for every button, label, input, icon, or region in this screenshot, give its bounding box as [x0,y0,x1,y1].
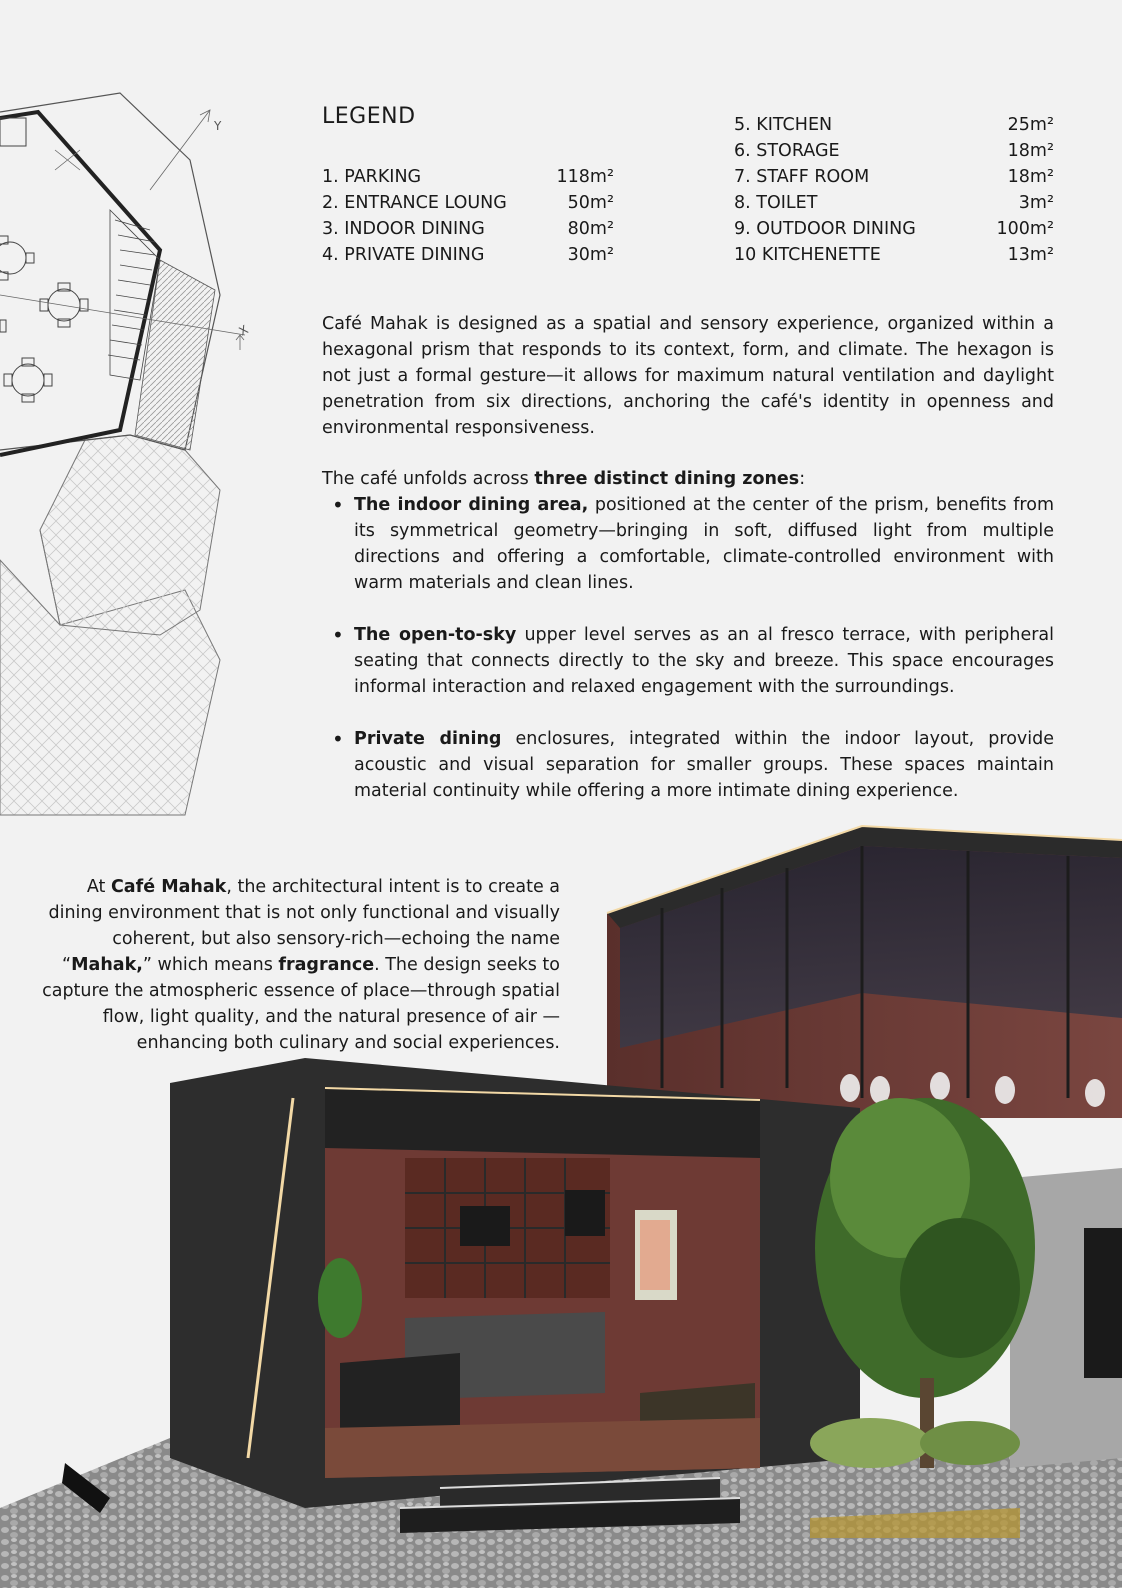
legend-item-label: 5. KITCHEN [734,115,833,135]
legend-item [734,242,1054,268]
legend-item-label: 4. PRIVATE DINING [322,245,485,265]
legend-list-right [734,112,1054,268]
legend-item-label: 2. ENTRANCE LOUNG [322,193,507,213]
legend-item [734,190,1054,216]
legend-item [322,216,614,242]
list-item: • The indoor dining area, positioned at the center of the prism, benefits from its symmetrical geometry—bringing in soft, diffused light from multiple directions and offering a comfortable, climate-controlled environment with warm materials and clean lines. [332,493,1054,593]
list-item: • Private dining enclosures, integrated within the indoor layout, provide acoustic and visual separation for smaller groups. These spaces maintain material continuity while offering a more intimate dining experience. [332,727,1054,801]
legend-item-label: 6. STORAGE [734,141,840,161]
legend-item [322,190,614,216]
legend-title: LEGEND [322,104,416,129]
legend-item-label: 1. PARKING [322,167,422,187]
list-item: • The open-to-sky upper level serves as an al fresco terrace, with peripheral seating that connects directly to the sky and breeze. This space encourages informal interaction and relaxed engagement with the surroundings. [332,623,1054,697]
cafe-render-image [0,818,1122,1588]
legend-item-area: 18m² [1007,141,1054,161]
legend-item [734,112,1054,138]
legend-list-left [322,164,614,268]
bullet-icon: • [332,493,344,517]
legend-item-area: 118m² [556,167,614,187]
legend-item-area: 100m² [996,219,1054,239]
bullet-icon: • [332,623,344,647]
legend-item [734,138,1054,164]
legend-item [734,164,1054,190]
legend-item [322,242,614,268]
svg-text:X: X [236,322,251,339]
legend-item-label: 10 KITCHENETTE [734,245,881,265]
legend-item-label: 3. INDOOR DINING [322,219,485,239]
legend-item-label: 7. STAFF ROOM [734,167,870,187]
bullet-icon: • [332,727,344,751]
legend-item [734,216,1054,242]
legend-item-area: 50m² [567,193,614,213]
legend-item [322,164,614,190]
legend-item-area: 13m² [1007,245,1054,265]
legend-item-area: 25m² [1007,115,1054,135]
intro-paragraph: Café Mahak is designed as a spatial and sensory experience, organized within a hexagonal prism that responds to its context, form, and climate. The hexagon is not just a formal gesture—it allows for maximum natural ventilation and daylight penetration from six directions, anchoring the café's identity in openness and environmental responsiveness. [322,314,1054,438]
floor-plan-drawing [0,80,260,910]
legend-item-area: 3m² [1018,193,1054,213]
svg-text:Y: Y [214,119,222,133]
legend-item-area: 18m² [1007,167,1054,187]
dining-zones-list [322,492,1054,804]
legend-item-label: 8. TOILET [734,193,818,213]
legend-item-area: 30m² [567,245,614,265]
legend-item-label: 9. OUTDOOR DINING [734,219,916,239]
legend-item-area: 80m² [567,219,614,239]
zones-lead: The café unfolds across three distinct dining zones: [322,469,806,489]
intent-paragraph: At Café Mahak, the architectural intent is to create a dining environment that is not only functional and visually coherent, but also sensory-rich—echoing the name “Mahak,” which means fragrance. The design seeks to capture the atmospheric essence of place—through spatial flow, light quality, and the natural presence of air —enhancing both culinary and social experiences. [42,877,560,1053]
